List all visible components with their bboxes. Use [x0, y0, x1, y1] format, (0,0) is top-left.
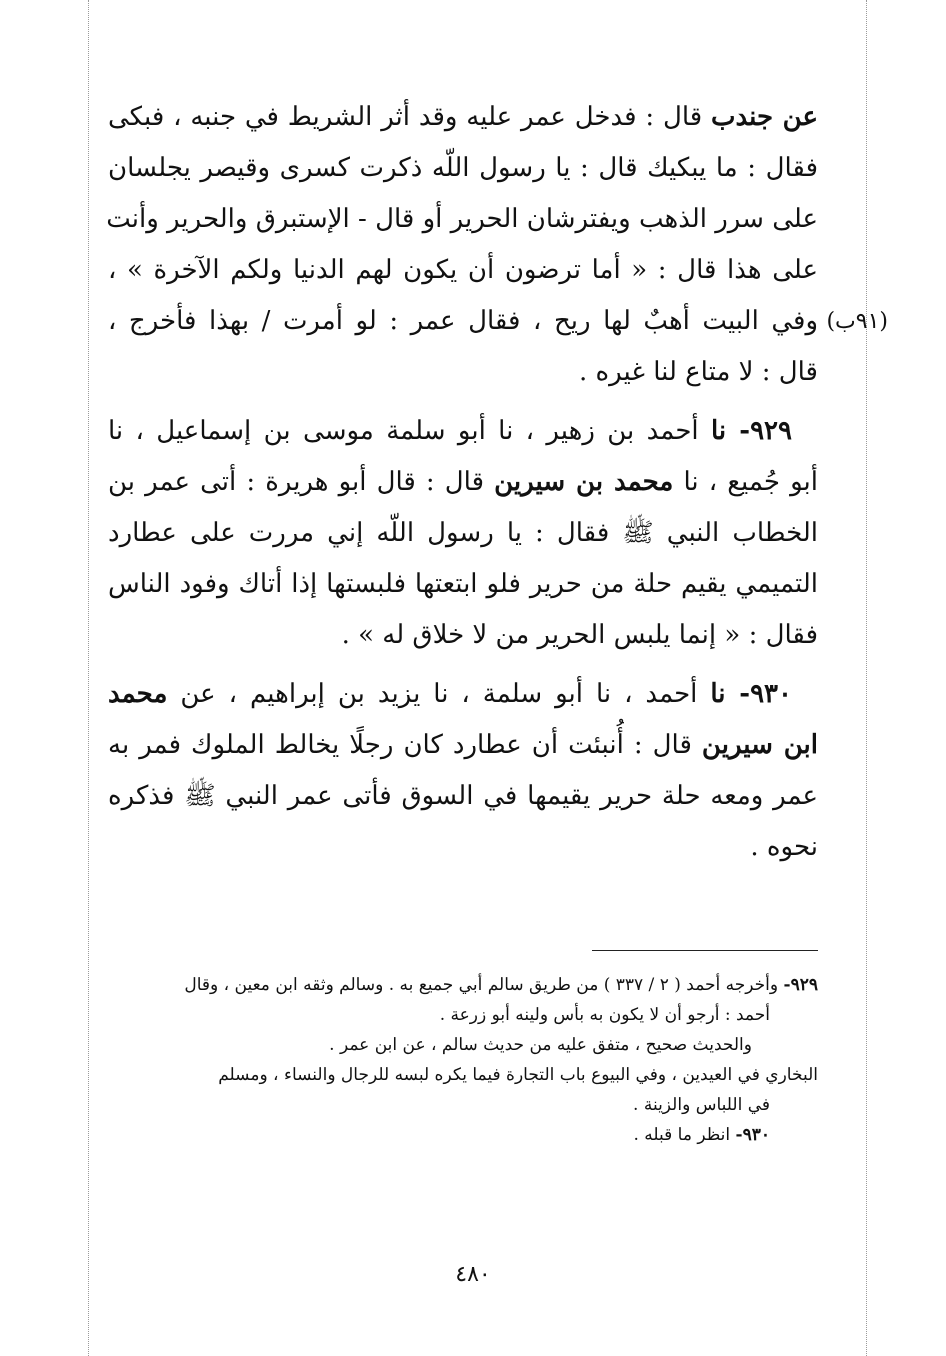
text-line: الخطاب النبي ﷺ فقال : يا رسول اللّه إني مررت على عطارد: [108, 518, 818, 548]
hadith-929-heading-line: ٩٢٩- نا أحمد بن زهير ، نا أبو سلمة موسى بن إسماعيل ، نا: [108, 416, 792, 446]
main-text: [106, 92, 888, 873]
scan-guide-right: [866, 0, 867, 1356]
footnotes: [108, 970, 818, 1150]
footnote-929-line: والحديث صحيح ، متفق عليه من حديث سالم ، عن ابن عمر .: [329, 1035, 752, 1055]
footnote-929-line: ٩٢٩- وأخرجه أحمد ( ٢ / ٣٣٧ ) من طريق سالم أبي جميع به . وسالم وثقه ابن معين ، وقال: [184, 975, 818, 995]
footnote-divider: [592, 950, 818, 951]
text-line: على هذا قال : « أما ترضون أن يكون لهم الدنيا ولكم الآخرة » ،: [108, 255, 818, 285]
text-line: التميمي يقيم حلة من حرير فلو ابتعتها فلبستها إذا أتاك وفود الناس: [108, 569, 818, 599]
footnote-929-line: البخاري في العيدين ، وفي البيوع باب التجارة فيما يكره لبسه للرجال والنساء ، ومسلم: [218, 1065, 818, 1085]
footnote-929-line: في اللباس والزينة .: [633, 1095, 770, 1115]
hadith-930-heading-line: ٩٣٠- نا أحمد ، نا أبو سلمة ، نا يزيد بن إبراهيم ، عن محمد: [108, 679, 792, 709]
footnote-929-line: أحمد : أرجو أن لا يكون به بأس ولينه أبو زرعة .: [439, 1005, 770, 1025]
text-line: قال : لا متاع لنا غيره .: [579, 357, 818, 387]
scan-guide-left: [88, 0, 89, 1356]
text-line: ابن سيرين قال : أُنبئت أن عطارد كان رجلًا يخالط الملوك فمر به: [108, 730, 818, 760]
text-line: فقال : « إنما يلبس الحرير من لا خلاق له » .: [341, 620, 818, 650]
text-line: (٩١ب) وفي البيت أهبٌ لها ريح ، فقال عمر : لو أمرت / بهذا فأخرج ،: [108, 296, 818, 347]
text-line: عن جندب قال : فدخل عمر عليه وقد أثر الشريط في جنبه ، فبكى: [108, 102, 818, 132]
text-line: على سرر الذهب ويفترشان الحرير أو قال - الإستبرق والحرير وأنت: [106, 204, 818, 234]
page-number: ٤٨٠: [455, 1262, 491, 1287]
footnote-930-line: ٩٣٠- انظر ما قبله .: [633, 1125, 770, 1145]
text-line: أبو جُميع ، نا محمد بن سيرين قال : قال أبو هريرة : أتى عمر بن: [108, 467, 818, 497]
text-line: فقال : ما يبكيك قال : يا رسول اللّه ذكرت كسرى وقيصر يجلسان: [108, 153, 818, 183]
margin-folio-note: (٩١ب): [826, 309, 888, 334]
text-line: نحوه .: [750, 832, 818, 862]
text-line: عمر ومعه حلة حرير يقيمها في السوق فأتى عمر النبي ﷺ فذكره: [108, 781, 818, 811]
